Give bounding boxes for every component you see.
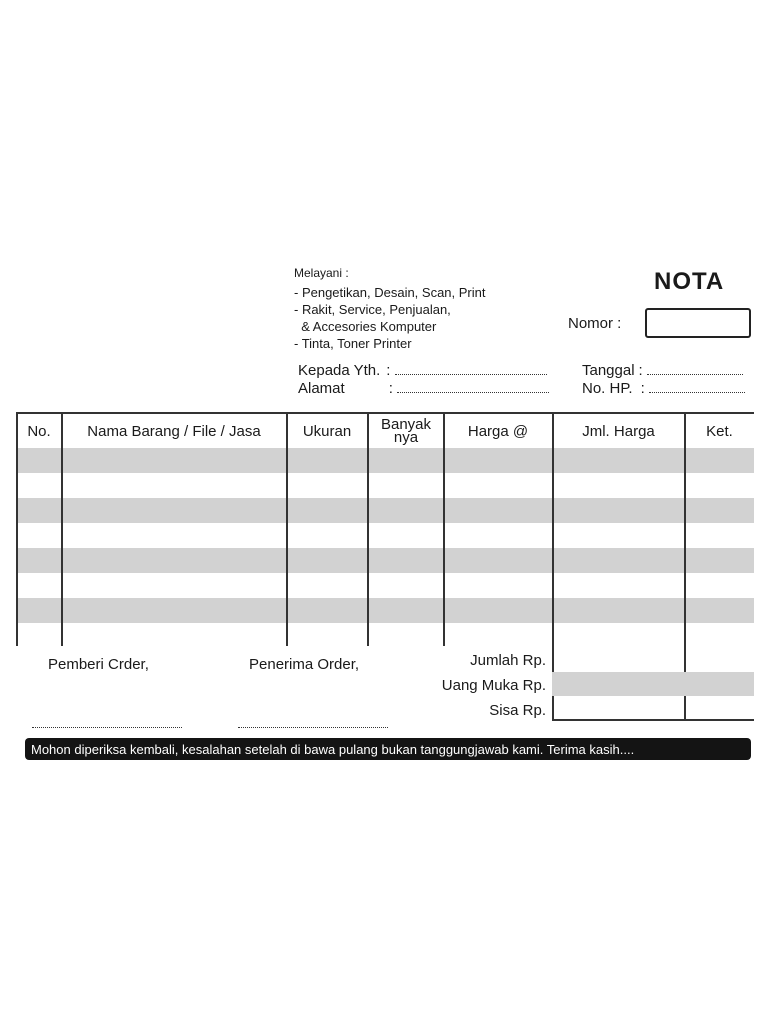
table-row[interactable] bbox=[16, 573, 754, 598]
services-list bbox=[294, 265, 486, 352]
tanggal-label: Tanggal bbox=[582, 362, 635, 379]
kepada-field[interactable] bbox=[298, 362, 547, 379]
kepada-dots bbox=[395, 362, 547, 375]
tanggal-field[interactable] bbox=[582, 362, 743, 379]
service-line: & Accesories Komputer bbox=[294, 319, 437, 334]
colon: : bbox=[638, 362, 643, 379]
pemberi-order-label: Pemberi Crder, bbox=[48, 656, 149, 673]
nomor-field[interactable] bbox=[645, 308, 751, 338]
column-divider bbox=[16, 412, 18, 646]
sisa-field[interactable] bbox=[552, 697, 754, 721]
kepada-label: Kepada Yth. bbox=[298, 362, 381, 379]
tanggal-dots bbox=[647, 362, 743, 375]
colon: : bbox=[640, 380, 645, 397]
sisa-label: Sisa Rp. bbox=[489, 702, 546, 719]
table-row[interactable] bbox=[16, 448, 754, 473]
colon: : bbox=[388, 380, 393, 397]
alamat-label: Alamat bbox=[298, 380, 345, 397]
column-divider bbox=[443, 412, 445, 646]
column-divider bbox=[367, 412, 369, 646]
table-row[interactable] bbox=[16, 598, 754, 623]
penerima-signature-line[interactable] bbox=[238, 726, 388, 728]
no-hp-label: No. HP. bbox=[582, 380, 633, 397]
column-header-ukuran: Ukuran bbox=[302, 422, 352, 440]
column-header-ket: Ket. bbox=[706, 422, 733, 440]
uang-muka-field[interactable] bbox=[552, 672, 754, 696]
pemberi-signature-line[interactable] bbox=[32, 726, 182, 728]
uang-muka-label: Uang Muka Rp. bbox=[441, 677, 546, 694]
service-line: - Pengetikan, Desain, Scan, Print bbox=[294, 285, 486, 300]
service-line: - Rakit, Service, Penjualan, bbox=[294, 302, 451, 317]
column-divider bbox=[61, 412, 63, 646]
footer-note: Mohon diperiksa kembali, kesalahan setelah di bawa pulang bukan tanggungjawab kami. Terima kasih.... bbox=[25, 738, 751, 760]
column-divider bbox=[286, 412, 288, 646]
table-header bbox=[16, 412, 754, 448]
no-hp-dots bbox=[649, 380, 745, 393]
column-header-jml-harga: Jml. Harga bbox=[582, 422, 655, 440]
table-row[interactable] bbox=[16, 473, 754, 498]
no-hp-field[interactable] bbox=[582, 380, 745, 397]
table-row[interactable] bbox=[16, 523, 754, 548]
colon: : bbox=[386, 362, 391, 379]
column-header-harga: Harga @ bbox=[467, 422, 529, 440]
items-table bbox=[16, 412, 754, 646]
table-row[interactable] bbox=[16, 623, 754, 648]
column-header-nama: Nama Barang / File / Jasa bbox=[87, 422, 261, 440]
jumlah-field[interactable] bbox=[552, 647, 754, 671]
table-row[interactable] bbox=[16, 548, 754, 573]
alamat-field[interactable] bbox=[298, 380, 549, 397]
nota-title: NOTA bbox=[654, 268, 725, 295]
jumlah-label: Jumlah Rp. bbox=[470, 652, 546, 669]
alamat-dots bbox=[397, 380, 549, 393]
table-row[interactable] bbox=[16, 498, 754, 523]
penerima-order-label: Penerima Order, bbox=[249, 656, 360, 673]
column-header-no: No. bbox=[27, 422, 51, 440]
totals-bottom-rule bbox=[552, 719, 754, 721]
services-title: Melayani : bbox=[294, 266, 349, 280]
column-header-banyak: Banyak nya bbox=[380, 416, 432, 446]
table-body bbox=[16, 448, 754, 646]
service-line: - Tinta, Toner Printer bbox=[294, 336, 412, 351]
nomor-label: Nomor : bbox=[568, 315, 622, 332]
